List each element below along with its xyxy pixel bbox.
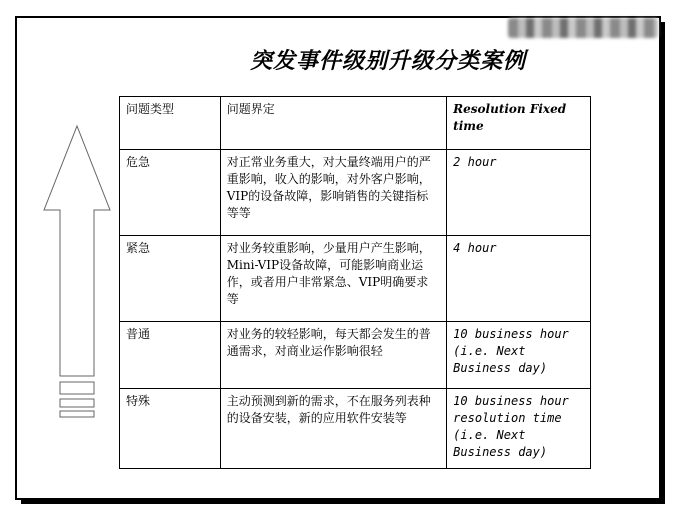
table-header-row [120, 97, 591, 150]
cell-type: 普通 [120, 322, 221, 389]
up-arrow-icon [42, 124, 112, 424]
cell-type: 危急 [120, 150, 221, 236]
header-definition: 问题界定 [220, 97, 446, 150]
cell-definition: 主动预测到新的需求，不在服务列表种的设备安装，新的应用软件安装等 [220, 389, 446, 469]
cell-definition: 对正常业务重大，对大量终端用户的严重影响，收入的影响，对外客户影响，VIP的设备故障，影响销售的关键指标等等 [220, 150, 446, 236]
escalation-table [119, 96, 591, 469]
cell-time: 4 hour [447, 236, 591, 322]
table-row [120, 322, 591, 389]
cell-type: 特殊 [120, 389, 221, 469]
cell-definition: 对业务较重影响，少量用户产生影响，Mini-VIP设备故障，可能影响商业运作，或者用户非常紧急、VIP明确要求等 [220, 236, 446, 322]
slide-shadow-bottom [21, 500, 665, 504]
blurred-redaction [508, 18, 658, 38]
cell-time: 2 hour [447, 150, 591, 236]
page-title: 突发事件级别升级分类案例 [250, 49, 527, 74]
table-row [120, 389, 591, 469]
slide-shadow-right [661, 22, 665, 502]
header-type: 问题类型 [120, 97, 221, 150]
cell-type: 紧急 [120, 236, 221, 322]
table-row [120, 236, 591, 322]
cell-definition: 对业务的较轻影响，每天都会发生的普通需求，对商业运作影响很轻 [220, 322, 446, 389]
cell-time: 10 business hour resolution time (i.e. Next Business day) [447, 389, 591, 469]
cell-time: 10 business hour (i.e. Next Business day) [447, 322, 591, 389]
table-row [120, 150, 591, 236]
header-resolution-time: Resolution Fixed time [447, 97, 591, 150]
